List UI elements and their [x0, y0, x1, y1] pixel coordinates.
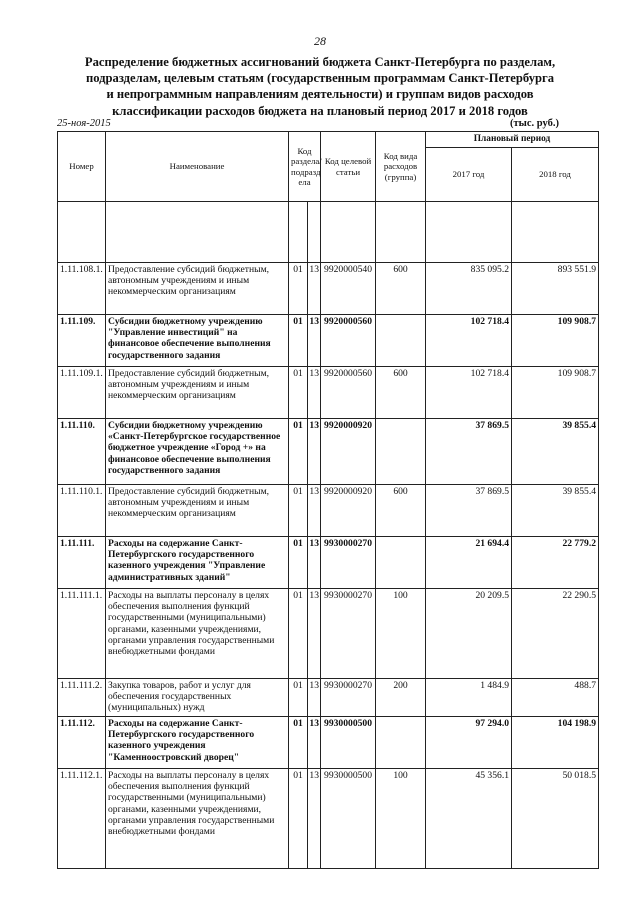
- row-name: Предоставление субсидий бюджетным, автономным учреждениям и иным некоммерческим организациям: [106, 485, 289, 537]
- table-row: [58, 769, 599, 869]
- row-amount-2017: 835 095.2: [426, 263, 512, 315]
- table-row: [58, 485, 599, 537]
- row-amount-2017: 1 484.9: [426, 679, 512, 717]
- row-name: Расходы на содержание Санкт-Петербургского государственного казенного учреждения "Управление административных зданий": [106, 537, 289, 589]
- row-number: 1.11.108.1.: [58, 263, 106, 315]
- row-target-code: 9930000270: [321, 679, 376, 717]
- row-subsection-code: 13: [308, 485, 321, 537]
- row-name: Предоставление субсидий бюджетным, автономным учреждениям и иным некоммерческим организациям: [106, 263, 289, 315]
- row-amount-2017: 37 869.5: [426, 485, 512, 537]
- document-date: 25-ноя-2015: [57, 118, 111, 129]
- row-amount-2018: 39 855.4: [512, 485, 599, 537]
- units-label: (тыс. руб.): [510, 118, 559, 129]
- row-kind-code: 200: [376, 679, 426, 717]
- row-number: 1.11.112.1.: [58, 769, 106, 869]
- row-section-code: 01: [289, 263, 308, 315]
- row-target-code: 9930000500: [321, 769, 376, 869]
- row-kind-code: 100: [376, 769, 426, 869]
- row-subsection-code: 13: [308, 263, 321, 315]
- row-subsection-code: 13: [308, 679, 321, 717]
- row-kind-code: 600: [376, 367, 426, 419]
- table-row: [58, 263, 599, 315]
- row-target-code: 9920000920: [321, 419, 376, 485]
- row-number: 1.11.111.2.: [58, 679, 106, 717]
- table-row: [58, 315, 599, 367]
- title-line: и непрограммным направлениям деятельности) и группам видов расходов: [106, 87, 534, 102]
- row-amount-2018: 893 551.9: [512, 263, 599, 315]
- header-section: Код раздела/ подразд ела: [289, 132, 321, 202]
- row-section-code: 01: [289, 537, 308, 589]
- row-number: 1.11.110.: [58, 419, 106, 485]
- row-amount-2017: 102 718.4: [426, 367, 512, 419]
- row-number: 1.11.109.1.: [58, 367, 106, 419]
- table-body: [58, 263, 599, 869]
- row-subsection-code: 13: [308, 419, 321, 485]
- row-amount-2017: 97 294.0: [426, 717, 512, 769]
- row-subsection-code: 13: [308, 717, 321, 769]
- row-target-code: 9930000500: [321, 717, 376, 769]
- table-row: [58, 679, 599, 717]
- row-kind-code: 600: [376, 263, 426, 315]
- row-section-code: 01: [289, 589, 308, 679]
- row-section-code: 01: [289, 485, 308, 537]
- row-kind-code: 100: [376, 589, 426, 679]
- row-amount-2017: 102 718.4: [426, 315, 512, 367]
- row-target-code: 9920000920: [321, 485, 376, 537]
- row-section-code: 01: [289, 717, 308, 769]
- row-kind-code: [376, 717, 426, 769]
- row-amount-2017: 37 869.5: [426, 419, 512, 485]
- row-amount-2018: 50 018.5: [512, 769, 599, 869]
- table-row: [58, 717, 599, 769]
- row-number: 1.11.110.1.: [58, 485, 106, 537]
- header-period: Плановый период: [426, 132, 599, 148]
- row-target-code: 9920000540: [321, 263, 376, 315]
- row-kind-code: [376, 315, 426, 367]
- page-number: 28: [314, 34, 326, 48]
- row-section-code: 01: [289, 769, 308, 869]
- table-row: [58, 537, 599, 589]
- row-kind-code: 600: [376, 485, 426, 537]
- row-number: 1.11.111.: [58, 537, 106, 589]
- row-section-code: 01: [289, 679, 308, 717]
- row-subsection-code: 13: [308, 367, 321, 419]
- table-row: [58, 589, 599, 679]
- row-amount-2017: 21 694.4: [426, 537, 512, 589]
- row-number: 1.11.109.: [58, 315, 106, 367]
- row-amount-2018: 39 855.4: [512, 419, 599, 485]
- row-amount-2018: 488.7: [512, 679, 599, 717]
- row-section-code: 01: [289, 419, 308, 485]
- header-target: Код целевой статьи: [321, 132, 376, 202]
- table-row: [58, 419, 599, 485]
- row-kind-code: [376, 537, 426, 589]
- table-row: [58, 367, 599, 419]
- row-name: Расходы на выплаты персоналу в целях обеспечения выполнения функций государственными (муниципальными) органами, казенными учреждениями, органами управления государственными внебюджетными фондами: [106, 589, 289, 679]
- row-name: Расходы на выплаты персоналу в целях обеспечения выполнения функций государственными (муниципальными) органами, казенными учреждениями, органами управления государственными внебюджетными фондами: [106, 769, 289, 869]
- header-name: Наименование: [106, 132, 289, 202]
- row-target-code: 9930000270: [321, 537, 376, 589]
- row-number: 1.11.111.1.: [58, 589, 106, 679]
- row-kind-code: [376, 419, 426, 485]
- header-year-2018: 2018 год: [512, 148, 599, 202]
- row-subsection-code: 13: [308, 769, 321, 869]
- row-target-code: 9920000560: [321, 367, 376, 419]
- row-target-code: 9920000560: [321, 315, 376, 367]
- row-section-code: 01: [289, 367, 308, 419]
- budget-table: [57, 131, 599, 869]
- row-subsection-code: 13: [308, 315, 321, 367]
- row-subsection-code: 13: [308, 537, 321, 589]
- row-subsection-code: 13: [308, 589, 321, 679]
- row-amount-2018: 109 908.7: [512, 367, 599, 419]
- row-amount-2017: 20 209.5: [426, 589, 512, 679]
- title-line: классификации расходов бюджета на плановый период 2017 и 2018 годов: [112, 103, 528, 118]
- row-name: Субсидии бюджетному учреждению "Управление инвестиций" на финансовое обеспечение выполнения государственного задания: [106, 315, 289, 367]
- title-line: Распределение бюджетных ассигнований бюджета Санкт-Петербурга по разделам,: [84, 55, 556, 69]
- row-number: 1.11.112.: [58, 717, 106, 769]
- row-name: Закупка товаров, работ и услуг для обеспечения государственных (муниципальных) нужд: [106, 679, 289, 717]
- row-name: Расходы на содержание Санкт-Петербургского государственного казенного учреждения "Каменноостровский дворец": [106, 717, 289, 769]
- row-section-code: 01: [289, 315, 308, 367]
- row-target-code: 9930000270: [321, 589, 376, 679]
- header-number: Номер: [58, 132, 106, 202]
- row-amount-2018: 109 908.7: [512, 315, 599, 367]
- row-amount-2018: 104 198.9: [512, 717, 599, 769]
- document-title: [70, 54, 570, 119]
- header-kind: Код вида расходов (группа): [376, 132, 426, 202]
- row-amount-2018: 22 779.2: [512, 537, 599, 589]
- row-amount-2017: 45 356.1: [426, 769, 512, 869]
- header-year-2017: 2017 год: [426, 148, 512, 202]
- row-amount-2018: 22 290.5: [512, 589, 599, 679]
- row-name: Субсидии бюджетному учреждению «Санкт-Петербургское государственное бюджетное учреждение «Город +» на финансовое обеспечение выполнения государственного задания: [106, 419, 289, 485]
- title-line: подразделам, целевым статьям (государственным программам Санкт-Петербурга: [85, 71, 555, 86]
- row-name: Предоставление субсидий бюджетным, автономным учреждениям и иным некоммерческим организациям: [106, 367, 289, 419]
